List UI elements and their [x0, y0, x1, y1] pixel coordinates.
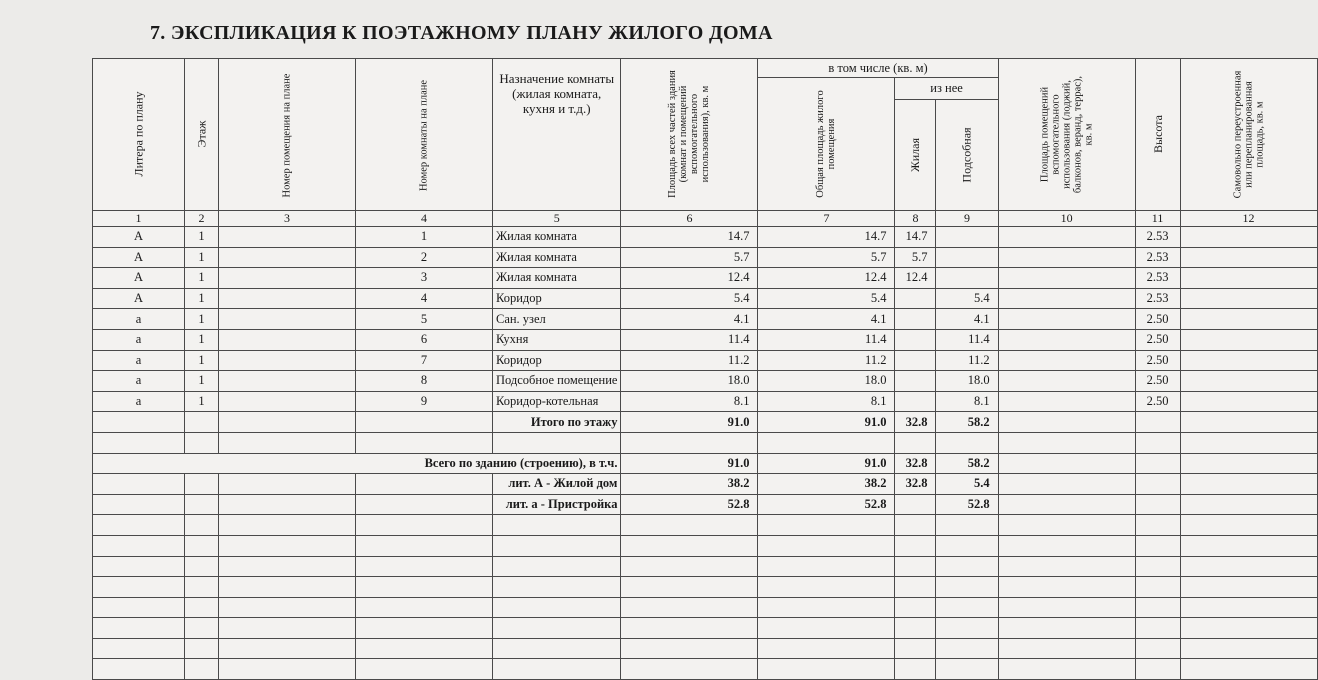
empty-row: [93, 618, 1318, 639]
lit-a-main-area: 38.2: [621, 474, 758, 495]
room-name: Подсобное помещение: [492, 371, 620, 392]
room-number: 8: [355, 371, 492, 392]
room-floor: 1: [185, 329, 219, 350]
room-aux-area: 11.2: [936, 350, 998, 371]
building-total-living: 32.8: [895, 453, 936, 474]
lit-a-annex-area: 52.8: [621, 494, 758, 515]
room-general-area: 12.4: [758, 268, 895, 289]
room-number: 5: [355, 309, 492, 330]
room-height: 2.50: [1135, 329, 1180, 350]
column-number: 11: [1135, 211, 1180, 227]
room-premise: [218, 288, 355, 309]
lit-a-main-row: [93, 474, 1318, 495]
lit-a-main-aux: 5.4: [936, 474, 998, 495]
floor-total-general: 91.0: [758, 412, 895, 433]
table-row: [93, 309, 1318, 330]
room-general-area: 4.1: [758, 309, 895, 330]
room-aux-area: [936, 247, 998, 268]
room-litera: А: [93, 268, 185, 289]
building-total-general: 91.0: [758, 453, 895, 474]
header-room-number: Номер комнаты на плане: [355, 59, 492, 211]
room-unauthorized: [1180, 288, 1317, 309]
room-name: Коридор: [492, 288, 620, 309]
room-name: Коридор: [492, 350, 620, 371]
room-floor: 1: [185, 247, 219, 268]
room-veranda-area: [998, 371, 1135, 392]
room-total-area: 4.1: [621, 309, 758, 330]
empty-row: [93, 535, 1318, 556]
room-aux-area: 8.1: [936, 391, 998, 412]
room-aux-area: 11.4: [936, 329, 998, 350]
header-including: в том числе (кв. м): [758, 59, 998, 78]
room-litera: А: [93, 288, 185, 309]
room-general-area: 5.4: [758, 288, 895, 309]
header-litera: Литера по плану: [93, 59, 185, 211]
room-litera: А: [93, 227, 185, 248]
lit-a-main-general: 38.2: [758, 474, 895, 495]
room-unauthorized: [1180, 329, 1317, 350]
room-floor: 1: [185, 227, 219, 248]
room-number: 6: [355, 329, 492, 350]
room-aux-area: [936, 268, 998, 289]
room-litera: а: [93, 391, 185, 412]
room-living-area: [895, 309, 936, 330]
room-unauthorized: [1180, 247, 1317, 268]
header-total-area: Площадь всех частей здания (комнат и помещений вспомогательного использования), кв. м: [621, 59, 758, 211]
room-name: Кухня: [492, 329, 620, 350]
room-litera: а: [93, 350, 185, 371]
room-premise: [218, 227, 355, 248]
page-title: 7. ЭКСПЛИКАЦИЯ К ПОЭТАЖНОМУ ПЛАНУ ЖИЛОГО ДОМА: [150, 22, 773, 44]
column-number: 10: [998, 211, 1135, 227]
room-number: 4: [355, 288, 492, 309]
room-floor: 1: [185, 309, 219, 330]
building-total-row: [93, 453, 1318, 474]
header-general-living-area: Общая площадь жилого помещения: [758, 78, 895, 211]
room-veranda-area: [998, 227, 1135, 248]
room-total-area: 11.4: [621, 329, 758, 350]
room-living-area: [895, 371, 936, 392]
room-aux-area: 5.4: [936, 288, 998, 309]
header-height: Высота: [1135, 59, 1180, 211]
lit-a-annex-label: лит. а - Пристройка: [492, 494, 620, 515]
room-veranda-area: [998, 268, 1135, 289]
table-row: [93, 227, 1318, 248]
column-number: 3: [218, 211, 355, 227]
empty-row: [93, 659, 1318, 680]
column-numbers-row: [93, 211, 1318, 227]
room-premise: [218, 329, 355, 350]
room-general-area: 18.0: [758, 371, 895, 392]
explication-table: [92, 58, 1318, 680]
lit-a-main-living: 32.8: [895, 474, 936, 495]
room-veranda-area: [998, 247, 1135, 268]
table-row: [93, 288, 1318, 309]
room-number: 1: [355, 227, 492, 248]
room-aux-area: 4.1: [936, 309, 998, 330]
room-name: Коридор-котельная: [492, 391, 620, 412]
room-general-area: 14.7: [758, 227, 895, 248]
room-height: 2.53: [1135, 227, 1180, 248]
room-floor: 1: [185, 288, 219, 309]
building-total-aux: 58.2: [936, 453, 998, 474]
header-floor: Этаж: [185, 59, 219, 211]
header-unauthorized-area: Самовольно переустроенная или перепланированная площадь, кв. м: [1180, 59, 1317, 211]
lit-a-annex-aux: 52.8: [936, 494, 998, 515]
column-number: 4: [355, 211, 492, 227]
room-living-area: 12.4: [895, 268, 936, 289]
room-name: Сан. узел: [492, 309, 620, 330]
floor-total-living: 32.8: [895, 412, 936, 433]
empty-row: [93, 515, 1318, 536]
room-living-area: 14.7: [895, 227, 936, 248]
room-general-area: 8.1: [758, 391, 895, 412]
building-total-label: Всего по зданию (строению), в т.ч.: [93, 453, 621, 474]
room-living-area: [895, 288, 936, 309]
lit-a-annex-living: [895, 494, 936, 515]
room-aux-area: 18.0: [936, 371, 998, 392]
room-floor: 1: [185, 350, 219, 371]
room-height: 2.50: [1135, 371, 1180, 392]
room-premise: [218, 371, 355, 392]
room-veranda-area: [998, 329, 1135, 350]
room-total-area: 14.7: [621, 227, 758, 248]
room-premise: [218, 391, 355, 412]
room-number: 9: [355, 391, 492, 412]
room-premise: [218, 309, 355, 330]
header-of-which: из нее: [895, 78, 998, 100]
floor-total-row: [93, 412, 1318, 433]
room-total-area: 12.4: [621, 268, 758, 289]
room-aux-area: [936, 227, 998, 248]
room-total-area: 11.2: [621, 350, 758, 371]
room-name: Жилая комната: [492, 247, 620, 268]
header-auxiliary-area: Площадь помещений вспомогательного использования (лоджий, балконов, веранд, террас), кв. м: [998, 59, 1135, 211]
room-veranda-area: [998, 350, 1135, 371]
room-number: 7: [355, 350, 492, 371]
table-row: [93, 247, 1318, 268]
room-veranda-area: [998, 309, 1135, 330]
empty-row: [93, 597, 1318, 618]
empty-row: [93, 638, 1318, 659]
room-living-area: 5.7: [895, 247, 936, 268]
room-litera: а: [93, 329, 185, 350]
room-total-area: 8.1: [621, 391, 758, 412]
column-number: 9: [936, 211, 998, 227]
table-row: [93, 371, 1318, 392]
room-number: 3: [355, 268, 492, 289]
header-premise-number: Номер помещения на плане: [218, 59, 355, 211]
room-height: 2.53: [1135, 288, 1180, 309]
table-row: [93, 268, 1318, 289]
room-number: 2: [355, 247, 492, 268]
column-number: 1: [93, 211, 185, 227]
room-floor: 1: [185, 268, 219, 289]
table-row: [93, 329, 1318, 350]
column-number: 7: [758, 211, 895, 227]
header-auxiliary: Подсобная: [936, 100, 998, 211]
floor-total-label: Итого по этажу: [492, 412, 620, 433]
room-litera: А: [93, 247, 185, 268]
empty-row: [93, 432, 1318, 453]
room-veranda-area: [998, 391, 1135, 412]
column-number: 5: [492, 211, 620, 227]
room-unauthorized: [1180, 227, 1317, 248]
room-total-area: 18.0: [621, 371, 758, 392]
header-room-purpose: Назначение комнаты (жилая комната, кухня и т.д.): [492, 59, 620, 211]
room-height: 2.50: [1135, 350, 1180, 371]
floor-total-area: 91.0: [621, 412, 758, 433]
room-premise: [218, 350, 355, 371]
room-unauthorized: [1180, 350, 1317, 371]
room-floor: 1: [185, 391, 219, 412]
room-veranda-area: [998, 288, 1135, 309]
lit-a-main-label: лит. А - Жилой дом: [492, 474, 620, 495]
table-row: [93, 391, 1318, 412]
room-litera: а: [93, 309, 185, 330]
room-total-area: 5.7: [621, 247, 758, 268]
header-living: Жилая: [895, 100, 936, 211]
floor-total-aux: 58.2: [936, 412, 998, 433]
column-number: 6: [621, 211, 758, 227]
empty-row: [93, 556, 1318, 577]
room-height: 2.53: [1135, 268, 1180, 289]
room-premise: [218, 268, 355, 289]
table-row: [93, 350, 1318, 371]
building-total-area: 91.0: [621, 453, 758, 474]
empty-row: [93, 577, 1318, 598]
lit-a-annex-row: [93, 494, 1318, 515]
room-general-area: 11.2: [758, 350, 895, 371]
room-name: Жилая комната: [492, 268, 620, 289]
column-number: 8: [895, 211, 936, 227]
room-height: 2.50: [1135, 391, 1180, 412]
room-living-area: [895, 350, 936, 371]
room-height: 2.53: [1135, 247, 1180, 268]
room-general-area: 11.4: [758, 329, 895, 350]
room-total-area: 5.4: [621, 288, 758, 309]
room-name: Жилая комната: [492, 227, 620, 248]
room-unauthorized: [1180, 371, 1317, 392]
room-premise: [218, 247, 355, 268]
room-living-area: [895, 329, 936, 350]
column-number: 12: [1180, 211, 1317, 227]
room-living-area: [895, 391, 936, 412]
lit-a-annex-general: 52.8: [758, 494, 895, 515]
room-unauthorized: [1180, 391, 1317, 412]
column-number: 2: [185, 211, 219, 227]
room-unauthorized: [1180, 268, 1317, 289]
room-litera: а: [93, 371, 185, 392]
room-floor: 1: [185, 371, 219, 392]
room-general-area: 5.7: [758, 247, 895, 268]
room-height: 2.50: [1135, 309, 1180, 330]
room-unauthorized: [1180, 309, 1317, 330]
